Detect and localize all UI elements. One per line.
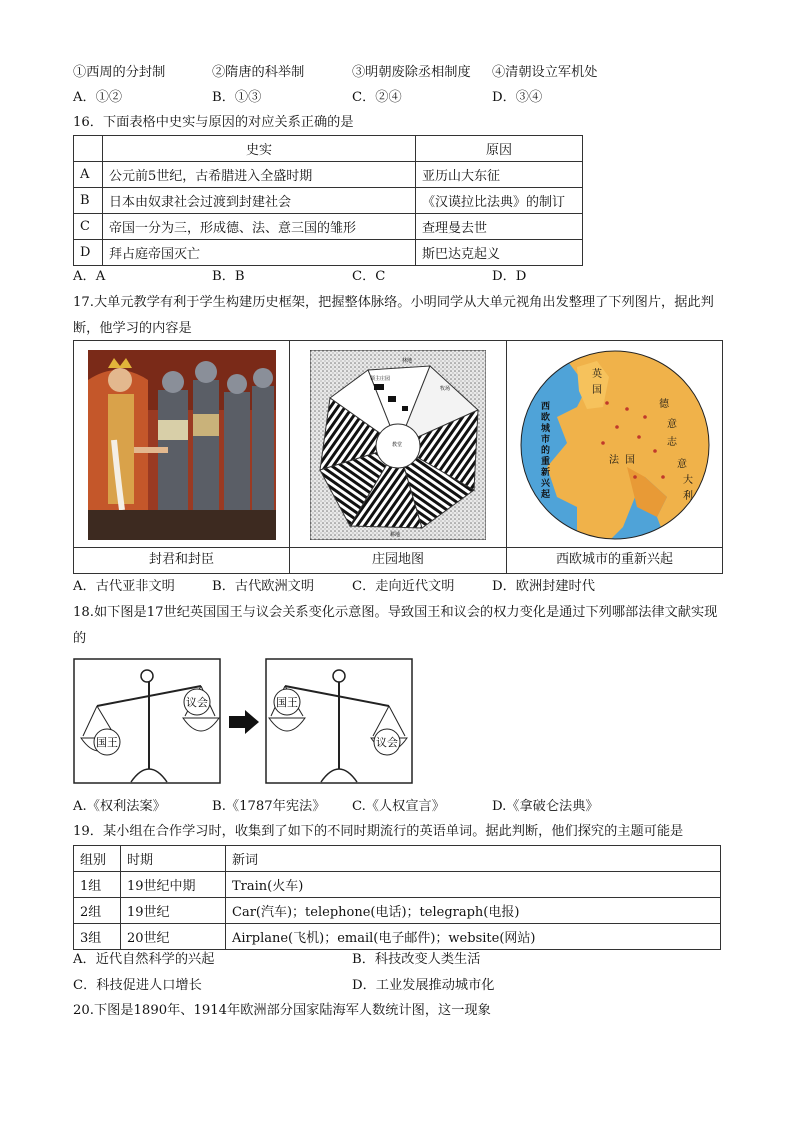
q19-cell: 3组 — [74, 924, 121, 950]
q16-stem: 16．下面表格中史实与原因的对应关系正确的是 — [73, 115, 354, 130]
table-row — [74, 924, 721, 950]
q16-option-b[interactable]: B．B — [212, 269, 245, 284]
q19-cell: Car(汽车)；telephone(电话)；telegraph(电报) — [226, 898, 721, 924]
q16-cell: 《汉谟拉比法典》的制订 — [416, 188, 583, 214]
table-row — [74, 872, 721, 898]
q19-option-a[interactable]: A．近代自然科学的兴起 — [73, 952, 215, 967]
map-label: 利 — [683, 491, 693, 502]
manor-label: 林地 — [402, 358, 413, 364]
map-title-text: 西欧城市的重新兴起 — [541, 401, 551, 499]
map-label: 英 — [592, 369, 602, 380]
q18-option-c[interactable]: C.《人权宣言》 — [352, 799, 445, 814]
parliament-label-right: 议会 — [376, 737, 398, 749]
q19-header-group: 组别 — [74, 846, 121, 872]
q15-option-d[interactable]: D．③④ — [492, 90, 543, 105]
manor-label: 领主庄园 — [370, 376, 391, 382]
lord-and-vassal-picture — [88, 350, 276, 540]
map-label: 国 — [625, 455, 635, 466]
table-row — [74, 188, 583, 214]
q19-option-d[interactable]: D．工业发展推动城市化 — [352, 978, 495, 993]
q16-cell: 帝国一分为三，形成德、法、意三国的雏形 — [103, 214, 416, 240]
q18-stem: 18.如下图是17世纪英国国王与议会关系变化示意图。导致国王和议会的权力变化是通过下列哪部法律文献实现的 — [73, 605, 718, 646]
manor-label: 教堂 — [392, 442, 403, 448]
q16-cell: D — [74, 240, 103, 266]
q19-option-b[interactable]: B．科技改变人类生活 — [352, 952, 481, 967]
table-row — [74, 240, 583, 266]
q17-option-b[interactable]: B．古代欧洲文明 — [212, 579, 315, 594]
q17-caption-3: 西欧城市的重新兴起 — [555, 552, 673, 567]
map-label: 意 — [667, 419, 677, 430]
q15-item-4: ④清朝设立军机处 — [492, 65, 598, 80]
q19-cell: 2组 — [74, 898, 121, 924]
q16-option-a[interactable]: A．A — [73, 269, 106, 284]
q19-cell: 19世纪 — [121, 898, 226, 924]
manor-map-picture — [310, 350, 486, 540]
q17-option-c[interactable]: C．走向近代文明 — [352, 579, 455, 594]
king-label-right: 国王 — [276, 697, 298, 709]
table-row — [74, 214, 583, 240]
right-arrow-icon — [229, 710, 259, 734]
q15-item-1: ①西周的分封制 — [73, 65, 166, 80]
q18-option-a[interactable]: A.《权利法案》 — [73, 799, 166, 814]
q16-option-d[interactable]: D．D — [492, 269, 527, 284]
q19-cell: 20世纪 — [121, 924, 226, 950]
q17-caption-2: 庄园地图 — [371, 552, 424, 567]
q16-header-fact: 史实 — [103, 136, 416, 162]
king-label-left: 国王 — [96, 737, 118, 749]
q17-option-d[interactable]: D．欧洲封建时代 — [492, 579, 595, 594]
q17-option-a[interactable]: A．古代亚非文明 — [73, 579, 175, 594]
q16-cell: 日本由奴隶社会过渡到封建社会 — [103, 188, 416, 214]
q16-header-label — [74, 136, 103, 162]
q16-option-c[interactable]: C．C — [352, 269, 386, 284]
table-row — [74, 162, 583, 188]
q16-cell: 亚历山大东征 — [416, 162, 583, 188]
q17-stem: 17.大单元教学有利于学生构建历史框架，把握整体脉络。小明同学从大单元视角出发整理了下列图片，据此判断，他学习的内容是 — [73, 295, 714, 336]
q16-cell: 斯巴达克起义 — [416, 240, 583, 266]
q16-cell: C — [74, 214, 103, 240]
q16-cell: B — [74, 188, 103, 214]
q19-option-c[interactable]: C．科技促进人口增长 — [73, 978, 202, 993]
manor-label: 耕地 — [390, 532, 401, 538]
western-europe-cities-map — [517, 347, 713, 543]
q15-option-c[interactable]: C．②④ — [352, 90, 402, 105]
q16-header-reason: 原因 — [416, 136, 583, 162]
map-label: 法 — [609, 455, 619, 466]
table-row — [74, 898, 721, 924]
q16-cell: A — [74, 162, 103, 188]
map-label: 德 — [659, 399, 669, 410]
q19-cell: 19世纪中期 — [121, 872, 226, 898]
q16-cell: 拜占庭帝国灭亡 — [103, 240, 416, 266]
q19-header-words: 新词 — [226, 846, 721, 872]
map-label: 志 — [667, 437, 677, 448]
map-label: 意 — [677, 459, 687, 470]
q19-stem: 19．某小组在合作学习时，收集到了如下的不同时期流行的英语单词。据此判断，他们探究的主题可能是 — [73, 824, 684, 839]
map-label: 大 — [683, 475, 693, 486]
q19-cell: 1组 — [74, 872, 121, 898]
q19-cell: Train(火车) — [226, 872, 721, 898]
q16-table — [73, 135, 583, 266]
q19-header-period: 时期 — [121, 846, 226, 872]
parliament-label-left: 议会 — [186, 697, 208, 709]
map-label: 国 — [592, 385, 602, 396]
q15-item-3: ③明朝废除丞相制度 — [352, 65, 471, 80]
q18-option-b[interactable]: B.《1787年宪法》 — [212, 799, 326, 814]
q17-caption-1: 封君和封臣 — [148, 552, 214, 567]
q17-image-grid — [73, 340, 723, 574]
q15-item-2: ②隋唐的科举制 — [212, 65, 305, 80]
q20-stem: 20.下图是1890年、1914年欧洲部分国家陆海军人数统计图，这一现象 — [73, 1003, 491, 1018]
manor-label: 牧场 — [440, 386, 451, 392]
q15-option-b[interactable]: B．①③ — [212, 90, 262, 105]
king-parliament-balance-diagram — [73, 658, 413, 784]
q16-cell: 公元前5世纪，古希腊进入全盛时期 — [103, 162, 416, 188]
q18-option-d[interactable]: D.《拿破仑法典》 — [492, 799, 599, 814]
q15-option-a[interactable]: A．①② — [73, 90, 123, 105]
q19-table — [73, 845, 721, 950]
q16-cell: 查理曼去世 — [416, 214, 583, 240]
q19-cell: Airplane(飞机)；email(电子邮件)；website(网站) — [226, 924, 721, 950]
